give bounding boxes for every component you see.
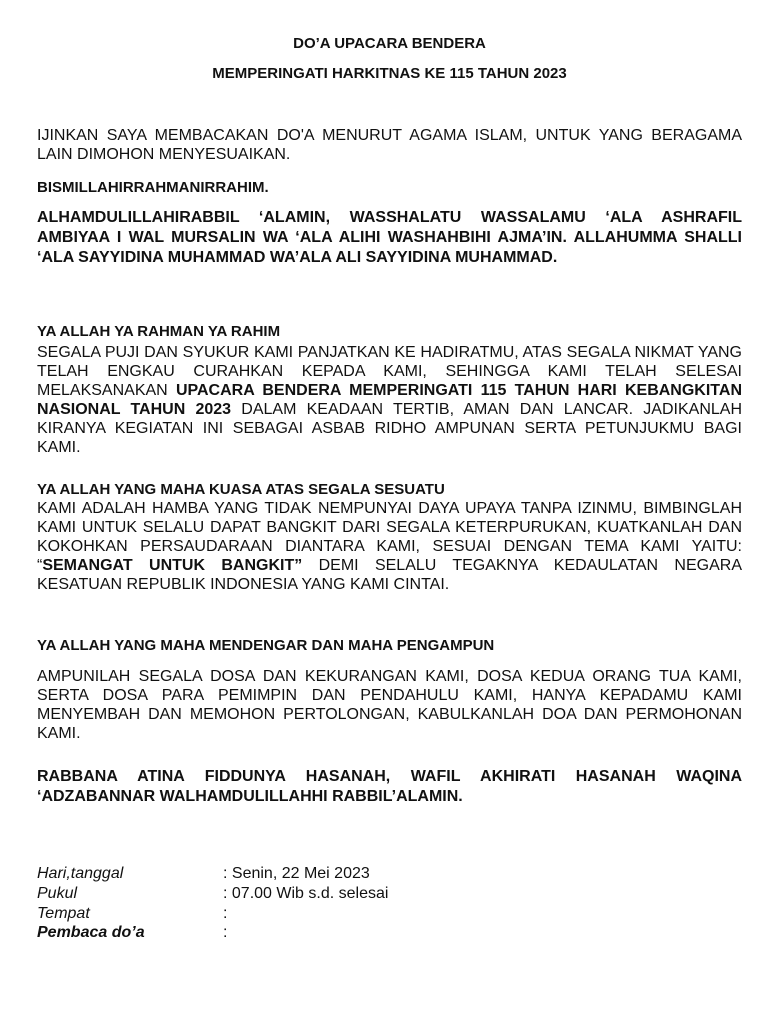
info-value-reader: : (223, 924, 228, 941)
section-2-body (37, 499, 742, 594)
section-1-body (37, 343, 742, 457)
closing-paragraph: RABBANA ATINA FIDDUNYA HASANAH, WAFIL AKHIRATI HASANAH WAQINA ‘ADZABANNAR WALHAMDULILLAHHI RABBIL’ALAMIN. (37, 768, 742, 805)
section-2-bold-text: SEMANGAT UNTUK BANGKIT” (42, 557, 303, 574)
document-subtitle: MEMPERINGATI HARKITNAS KE 115 TAHUN 2023 (212, 65, 567, 82)
document-title: DO’A UPACARA BENDERA (293, 35, 486, 52)
section-2-text-a: KAMI ADALAH HAMBA YANG TIDAK NEMPUNYAI DAYA UPAYA TANPA IZINMU, BIMBINGLAH KAMI UNTUK SELALU DAPAT BANGKIT DARI SEGALA KETERPURUKAN, KUATKANLAH DAN KOKOHKAN PERSAUDARAAN DIANTARA KAMI, SESUAI DENGAN TEMA KAMI YAITU: “ (37, 500, 742, 574)
info-label-reader: Pembaca do’a (37, 924, 145, 941)
section-3-heading: YA ALLAH YANG MAHA MENDENGAR DAN MAHA PENGAMPUN (37, 637, 495, 654)
section-2-text-b: DEMI SELALU TEGAKNYA KEDAULATAN NEGARA KESATUAN REPUBLIK INDONESIA YANG KAMI CINTAI. (37, 557, 742, 593)
section-1-text-a: SEGALA PUJI DAN SYUKUR KAMI PANJATKAN KE HADIRATMU, ATAS SEGALA NIKMAT YANG TELAH ENGKAU CURAHKAN KEPADA KAMI, SEHINGGA KAMI TELAH SELESAI MELAKSANAKAN (37, 344, 742, 399)
info-row-place (37, 904, 227, 924)
info-value-time: : 07.00 Wib s.d. selesai (223, 885, 389, 902)
section-2-heading: YA ALLAH YANG MAHA KUASA ATAS SEGALA SESUATU (37, 481, 445, 498)
info-row-reader (37, 923, 227, 943)
intro-paragraph: IJINKAN SAYA MEMBACAKAN DO'A MENURUT AGAMA ISLAM, UNTUK YANG BERAGAMA LAIN DIMOHON MENYESUAIKAN. (37, 127, 742, 163)
info-row-time (37, 884, 388, 904)
section-3-body: AMPUNILAH SEGALA DOSA DAN KEKURANGAN KAMI, DOSA KEDUA ORANG TUA KAMI, SERTA DOSA PARA PEMIMPIN DAN PENDAHULU KAMI, HANYA KEPADAMU KAMI MENYEMBAH DAN MEMOHON PERTOLONGAN, KABULKANLAH DOA DAN PERMOHONAN KAMI. (37, 668, 742, 742)
section-1-text-b: DALAM KEADAAN TERTIB, AMAN DAN LANCAR. JADIKANLAH KIRANYA KEGIATAN INI SEBAGAI ASBAB RIDHO AMPUNAN SERTA PETUNJUKMU BAGI KAMI. (37, 401, 743, 456)
bismillah-line: BISMILLAHIRRAHMANIRRAHIM. (37, 179, 269, 196)
info-label-place: Tempat (37, 905, 90, 922)
section-1-bold-text: UPACARA BENDERA MEMPERINGATI 115 TAHUN HARI KEBANGKITAN NASIONAL TAHUN 2023 (37, 382, 743, 418)
info-value-place: : (223, 905, 228, 922)
info-value-date: : Senin, 22 Mei 2023 (223, 865, 370, 882)
info-row-date (37, 864, 370, 884)
info-label-date: Hari,tanggal (37, 865, 124, 882)
section-1-heading: YA ALLAH YA RAHMAN YA RAHIM (37, 323, 281, 340)
opening-paragraph: ALHAMDULILLAHIRABBIL ‘ALAMIN, WASSHALATU WASSALAMU ‘ALA ASHRAFIL AMBIYAA I WAL MURSALIN WA ‘ALA ALIHI WASHAHBIHI AJMA’IN. ALLAHUMMA SHALLI ‘ALA SAYYIDINA MUHAMMAD WA’ALA ALI SAYYIDINA MUHAMMAD. (37, 209, 742, 266)
info-label-time: Pukul (37, 885, 78, 902)
